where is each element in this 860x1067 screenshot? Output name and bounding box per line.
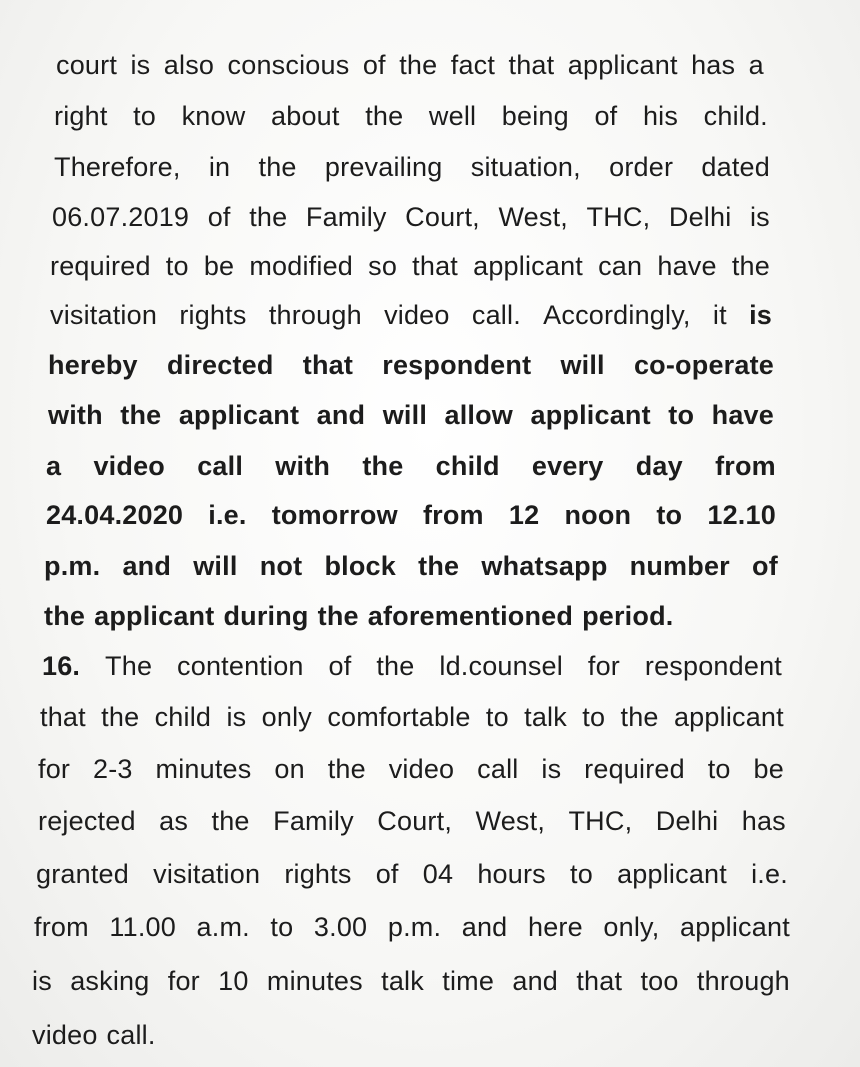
word: will xyxy=(193,551,238,581)
word: will xyxy=(560,350,605,380)
word: so xyxy=(368,251,398,281)
word: child xyxy=(435,451,500,481)
word: required xyxy=(50,251,151,281)
word: 12.10 xyxy=(707,500,776,530)
word: has xyxy=(691,50,736,80)
word: directed xyxy=(166,350,274,380)
text-line xyxy=(56,52,764,79)
word: ld.counsel xyxy=(439,651,563,681)
word: the xyxy=(258,152,297,182)
word: that xyxy=(302,350,354,380)
word: video xyxy=(384,300,450,330)
word: that xyxy=(40,702,86,732)
word: not xyxy=(259,551,303,581)
word: of xyxy=(594,101,618,131)
text-line xyxy=(32,968,790,995)
word: minutes xyxy=(155,754,252,784)
word: too xyxy=(640,966,679,996)
word: the xyxy=(317,601,359,631)
word: 3.00 xyxy=(313,912,368,942)
word: have xyxy=(711,400,774,430)
word: child. xyxy=(703,101,768,131)
word: being xyxy=(501,101,569,131)
word: time xyxy=(442,966,495,996)
word: the xyxy=(365,101,404,131)
text-line xyxy=(48,352,774,379)
word: whatsapp xyxy=(481,551,608,581)
word: with xyxy=(48,400,103,430)
word: child xyxy=(154,702,212,732)
word: as xyxy=(159,806,189,836)
word: the xyxy=(44,601,86,631)
text-line xyxy=(40,704,784,731)
text-line xyxy=(50,253,770,280)
word: applicant xyxy=(178,400,300,430)
word: on xyxy=(274,754,305,784)
word: Delhi xyxy=(655,806,719,836)
word: and xyxy=(122,551,172,581)
word: is xyxy=(32,966,52,996)
word: aforementioned xyxy=(367,601,574,631)
word: the xyxy=(731,251,770,281)
word: it xyxy=(712,300,727,330)
word: that xyxy=(508,50,555,80)
text-line xyxy=(50,302,772,329)
word: West, xyxy=(498,202,568,232)
word: respondent xyxy=(382,350,532,380)
word: the xyxy=(120,400,162,430)
word: call xyxy=(197,451,244,481)
word: West, xyxy=(475,806,546,836)
word: to xyxy=(668,400,695,430)
word: visitation xyxy=(50,300,158,330)
word: every xyxy=(531,451,604,481)
word: Delhi xyxy=(668,202,732,232)
word: to xyxy=(570,859,593,889)
word: of xyxy=(207,202,231,232)
text-line xyxy=(46,453,776,480)
word: Therefore, xyxy=(54,152,181,182)
word: p.m. xyxy=(44,551,101,581)
word: 2-3 xyxy=(93,754,133,784)
word: and xyxy=(461,912,508,942)
word: is xyxy=(541,754,562,784)
word: applicant xyxy=(680,912,790,942)
word: call. xyxy=(106,1020,156,1050)
word: have xyxy=(657,251,717,281)
word: video xyxy=(388,754,455,784)
word: comfortable xyxy=(327,702,471,732)
word: from xyxy=(34,912,89,942)
word: Family xyxy=(305,202,387,232)
word: about xyxy=(271,101,340,131)
word: a xyxy=(46,451,62,481)
word: well xyxy=(428,101,477,131)
word: for xyxy=(167,966,200,996)
word: Court, xyxy=(405,202,480,232)
word: from xyxy=(715,451,776,481)
text-line xyxy=(54,103,768,130)
word: for xyxy=(38,754,71,784)
word: period. xyxy=(582,601,674,631)
word: tomorrow xyxy=(271,500,398,530)
word: prevailing xyxy=(324,152,443,182)
word: day xyxy=(635,451,683,481)
word: here xyxy=(527,912,583,942)
word: applicant xyxy=(673,702,784,732)
word: his xyxy=(642,101,679,131)
word: applicant xyxy=(617,859,727,889)
word: hereby xyxy=(48,350,138,380)
word: a.m. xyxy=(196,912,250,942)
word: video xyxy=(93,451,165,481)
word: visitation xyxy=(153,859,261,889)
word: rejected xyxy=(38,806,136,836)
word: court xyxy=(56,50,118,80)
word: has xyxy=(741,806,786,836)
word: that xyxy=(412,251,458,281)
word: talk xyxy=(381,966,424,996)
word: applicant xyxy=(473,251,583,281)
word: call. xyxy=(471,300,521,330)
word: order xyxy=(609,152,674,182)
word: of xyxy=(375,859,399,889)
word: modified xyxy=(249,251,354,281)
word: talk xyxy=(524,702,567,732)
word: conscious xyxy=(227,50,350,80)
word: to xyxy=(485,702,509,732)
word: Accordingly, xyxy=(543,300,691,330)
text-line xyxy=(46,502,776,529)
word: will xyxy=(382,400,428,430)
word: of xyxy=(752,551,778,581)
word: the xyxy=(211,806,250,836)
paragraph-16-first-line xyxy=(42,653,782,680)
word: can xyxy=(598,251,643,281)
word: also xyxy=(163,50,215,80)
word: to xyxy=(582,702,606,732)
word: 06.07.2019 xyxy=(52,202,190,232)
word: during xyxy=(223,601,309,631)
text-line xyxy=(38,808,786,835)
word: 12 xyxy=(508,500,540,530)
word: fact xyxy=(450,50,496,80)
word: in xyxy=(208,152,231,182)
text-line xyxy=(44,553,778,580)
word: 10 xyxy=(218,966,249,996)
word: i.e. xyxy=(208,500,247,530)
word: applicant xyxy=(94,601,215,631)
word: is xyxy=(749,202,770,232)
text-line xyxy=(34,914,790,941)
word: respondent xyxy=(644,651,782,681)
word: and xyxy=(316,400,366,430)
word: video xyxy=(32,1020,98,1050)
word: the xyxy=(362,451,404,481)
word: Court, xyxy=(377,806,453,836)
word: the xyxy=(327,754,366,784)
text-line xyxy=(38,756,784,783)
word: minutes xyxy=(266,966,363,996)
word: 11.00 xyxy=(109,912,176,942)
word: a xyxy=(748,50,764,80)
word: from xyxy=(422,500,484,530)
word: 16. xyxy=(42,651,81,681)
word: the xyxy=(418,551,460,581)
word: to xyxy=(165,251,189,281)
word: the xyxy=(376,651,415,681)
word: know xyxy=(181,101,246,131)
word: for xyxy=(587,651,620,681)
word: of xyxy=(328,651,352,681)
word: granted xyxy=(36,859,129,889)
word: required xyxy=(584,754,685,784)
word: number xyxy=(629,551,730,581)
word: asking xyxy=(70,966,150,996)
word: dated xyxy=(701,152,770,182)
word: rights xyxy=(179,300,247,330)
word: and xyxy=(512,966,559,996)
word: through xyxy=(268,300,362,330)
word: the xyxy=(620,702,659,732)
word: allow xyxy=(444,400,514,430)
word: through xyxy=(696,966,790,996)
word: co-operate xyxy=(633,350,774,380)
word: be xyxy=(753,754,784,784)
word: THC, xyxy=(568,806,633,836)
text-line xyxy=(44,603,673,630)
text-line xyxy=(52,204,770,231)
text-line xyxy=(48,402,774,429)
word: hours xyxy=(477,859,546,889)
word: be xyxy=(203,251,235,281)
word: situation, xyxy=(470,152,581,182)
word: the xyxy=(101,702,140,732)
word: p.m. xyxy=(387,912,442,942)
word: call xyxy=(477,754,519,784)
word: to xyxy=(656,500,683,530)
word: is xyxy=(749,300,772,330)
word: to xyxy=(707,754,731,784)
word: applicant xyxy=(530,400,651,430)
word: the xyxy=(399,50,438,80)
word: rights xyxy=(284,859,352,889)
word: that xyxy=(576,966,623,996)
word: 04 xyxy=(422,859,454,889)
word: to xyxy=(270,912,294,942)
word: block xyxy=(324,551,396,581)
word: contention xyxy=(177,651,304,681)
word: The xyxy=(105,651,153,681)
word: i.e. xyxy=(751,859,788,889)
word: 24.04.2020 xyxy=(46,500,184,530)
word: is xyxy=(226,702,247,732)
word: to xyxy=(133,101,157,131)
word: right xyxy=(54,101,108,131)
word: noon xyxy=(564,500,632,530)
text-line xyxy=(54,154,770,181)
text-line xyxy=(32,1022,156,1049)
text-line xyxy=(36,861,788,888)
word: the xyxy=(249,202,288,232)
word: is xyxy=(130,50,151,80)
word: applicant xyxy=(567,50,678,80)
word: of xyxy=(362,50,386,80)
word: only, xyxy=(603,912,660,942)
word: Family xyxy=(273,806,354,836)
word: with xyxy=(275,451,331,481)
word: only xyxy=(261,702,313,732)
word: THC, xyxy=(586,202,651,232)
